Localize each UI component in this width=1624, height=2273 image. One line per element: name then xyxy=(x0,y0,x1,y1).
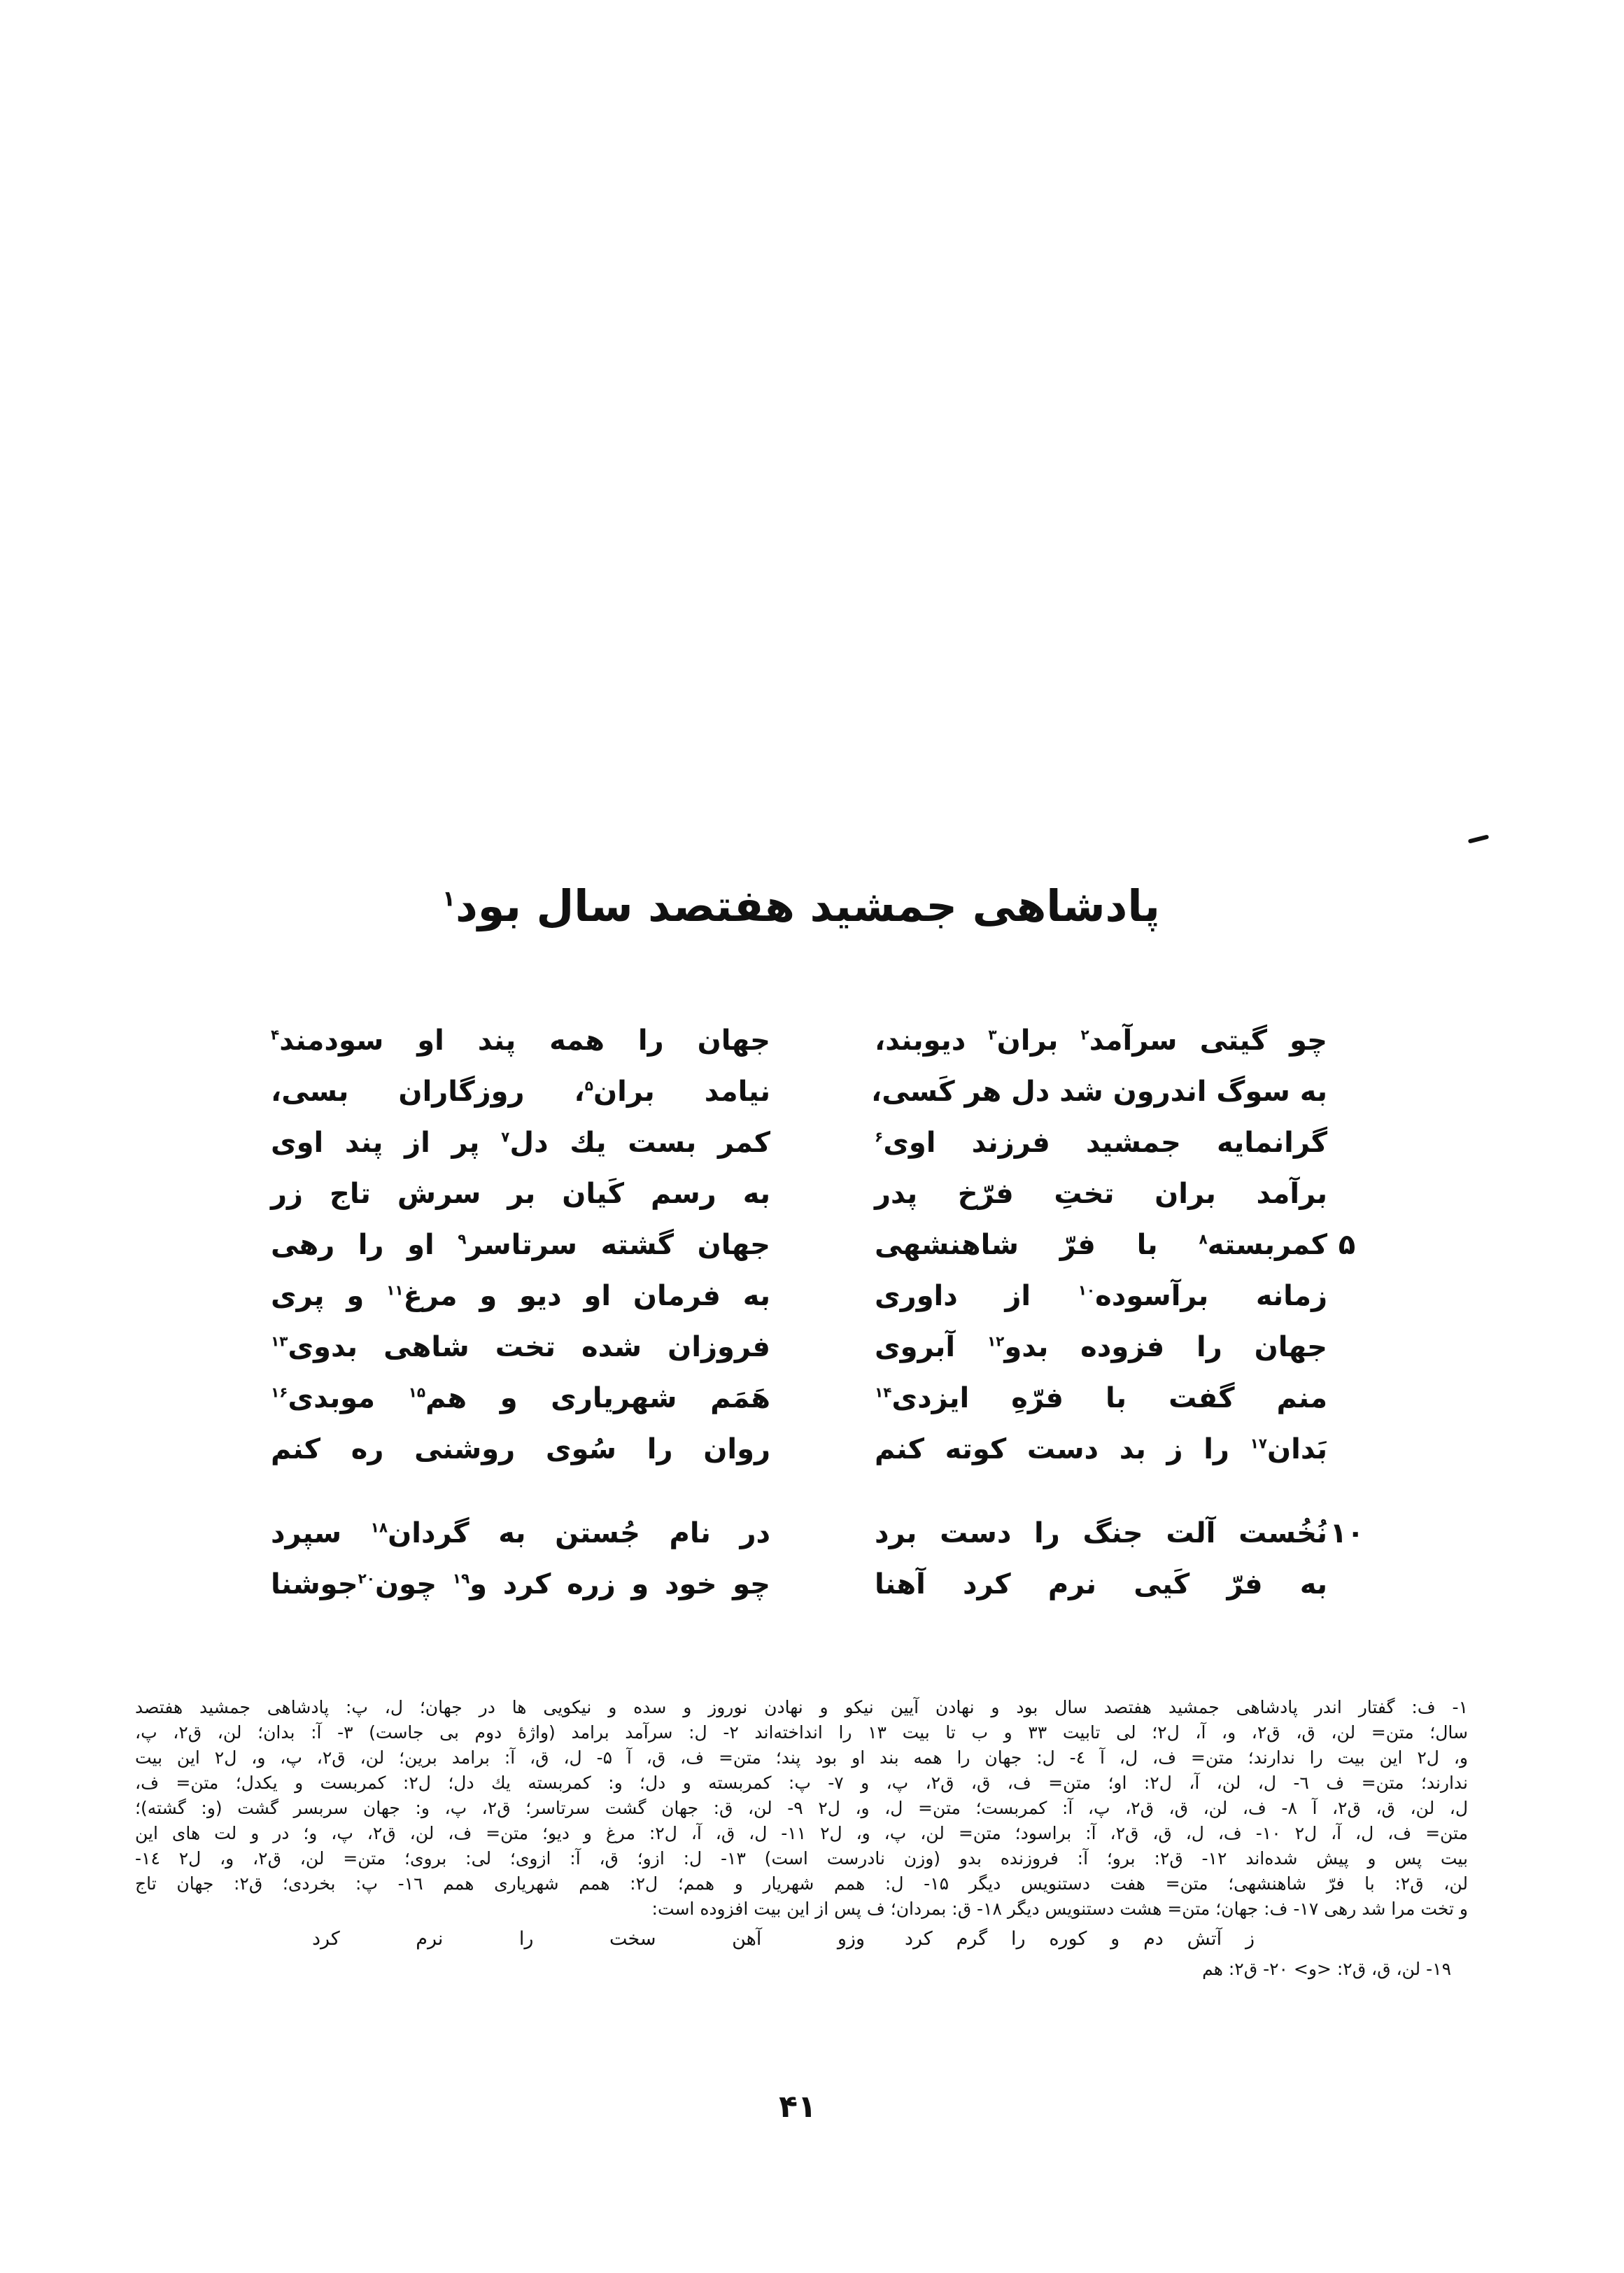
footnote-ref: ۱۷ xyxy=(1250,1435,1268,1452)
verse-text: هَمَم شهریاری و هم xyxy=(425,1382,770,1414)
verse-text: ، روزگاران بسی، xyxy=(271,1076,585,1108)
left-hemistich xyxy=(271,1373,770,1424)
verse-text: بران xyxy=(996,1025,1081,1057)
footnote-ref: ۵ xyxy=(584,1077,593,1095)
verse-row xyxy=(0,1559,1624,1610)
footnote-line: لن، ق۲: با فرّ شاهنشهی؛ متن= هفت دستنویس دیگر ۱۵- ل: همم شهریار و همم؛ ل۲: همم شهریاری همم ١٦- پ: بخردی؛ ق۲: جهان تاج xyxy=(135,1873,1468,1894)
right-hemistich xyxy=(875,1424,1327,1475)
verse-text: کمربسته xyxy=(1207,1229,1327,1261)
right-hemistich xyxy=(871,1067,1327,1118)
footnote-ref: ۱۳ xyxy=(271,1332,288,1350)
verse-text: روان را سُوی روشنی ره کنم xyxy=(271,1433,770,1465)
footnotes xyxy=(135,1695,1468,1982)
verse-text: فروزان شده تخت شاهی بدوی xyxy=(288,1331,770,1363)
footnote-ref: ۷ xyxy=(501,1128,510,1146)
verse-text: بَدان xyxy=(1267,1433,1327,1465)
verse-text: برآمد بران تختِ فرّخ پدر xyxy=(875,1178,1327,1210)
right-hemistich xyxy=(875,1220,1327,1271)
left-hemistich xyxy=(271,1508,770,1559)
verse-row xyxy=(0,1015,1624,1067)
verse-row xyxy=(0,1271,1624,1322)
verse-row xyxy=(0,1373,1624,1424)
footnote-ref: ۸ xyxy=(1199,1230,1208,1248)
footnote-lines xyxy=(135,1695,1468,1922)
footnote-ref: ۲۰ xyxy=(358,1570,376,1587)
footnote-line: و، ل۲ این بیت را ندارند؛ متن= ف، ل، آ ٤- ل: جهان را همه بند او بود پند؛ متن= ف، ق، آ ۵- ل، ق، آ: برامد برین؛ لن، ق۲، پ، و، ل۲ این بیت xyxy=(135,1747,1468,1768)
verse-text: کمر بست یك دل xyxy=(509,1127,770,1159)
verse-text: به فرمان او دیو و مرغ xyxy=(403,1280,770,1312)
footnote-ref: ۱۹ xyxy=(452,1570,470,1587)
footnote-ref: ۱۱ xyxy=(386,1281,404,1299)
left-hemistich xyxy=(271,1271,770,1322)
footnote-line: ۱- ف: گفتار اندر پادشاهی جمشید هفتصد سال بود و نهادن آیین نیکو و نهادن نوروز و سده و نیکویی ها در جهان؛ ل، پ: پادشاهی جمشید هفتصد xyxy=(135,1697,1468,1717)
verse-text: او را رهی xyxy=(271,1229,458,1261)
verse-text: از داوری xyxy=(875,1280,1078,1312)
footnote-couplet xyxy=(135,1922,1468,1957)
verse-text: چو گیتی سرآمد xyxy=(1089,1025,1327,1057)
verse-text: جهان را همه پند او سودمند xyxy=(279,1025,770,1057)
verse-text: جهان را فزوده بدو xyxy=(1004,1331,1327,1363)
verse-text: نُخُست آلت جنگ را دست برد xyxy=(875,1517,1327,1549)
verse-number: ۱۰ xyxy=(1329,1517,1364,1549)
verse-text: دیوبند، xyxy=(875,1025,989,1057)
page-title xyxy=(420,875,1182,938)
right-hemistich xyxy=(875,1373,1327,1424)
footnote-line: سال؛ متن= لن، ق، ق۲، و، آ، ل۲؛ لی تابیت ۳۳ و ب تا بیت ۱۳ را انداخته‌اند ۲- ل: سرآمد برامد (واژهٔ دوم بی جاست) ۳- آ: بدان؛ لن، ق۲، پ، xyxy=(135,1722,1468,1743)
verse-text: نیامد بران xyxy=(593,1076,771,1108)
page-number: ۴۱ xyxy=(779,2089,817,2125)
verse-row xyxy=(0,1424,1624,1475)
footnote-line: ندارند؛ متن= ف ٦- ل، لن، آ، ل۲: او؛ متن= ف، ق، ق۲، پ، و ۷- پ: کمربسته و دل؛ و: کمربسته یك دل؛ ل۲: کمربست و یکدل؛ متن= ف، xyxy=(135,1773,1469,1793)
left-hemistich xyxy=(271,1559,770,1610)
left-hemistich xyxy=(271,1067,770,1118)
footnote-ref: ۶ xyxy=(875,1128,884,1146)
couplet-right-hemistich: ز آتش دم و کوره را گرم کرد xyxy=(905,1928,1255,1950)
verse-text: در نام جُستن به گردان xyxy=(388,1517,771,1549)
verse-text: جوشنا xyxy=(271,1568,358,1600)
footnote-line: متن= ف، ل، آ، ل۲ ۱۰- ف، ل، ق، ق۲، آ: براسود؛ متن= لن، پ، و، ل۲ ۱۱- ل، ق، آ، ل۲: مرغ و دیو؛ متن= ف، لن، ق۲، پ، و؛ در و لت های این xyxy=(135,1823,1468,1843)
left-hemistich xyxy=(271,1322,770,1373)
couplet-left-hemistich: وزو آهن سخت را نرم کرد xyxy=(312,1928,865,1950)
verse-text: به رسم کَیان بر سرش تاج زر xyxy=(271,1178,770,1210)
right-hemistich xyxy=(875,1271,1327,1322)
verse-text: موبدی xyxy=(288,1382,409,1414)
verse-text: چو خود و زره کرد و xyxy=(469,1568,770,1600)
verse-row xyxy=(0,1508,1624,1559)
title-footnote-ref: ۱ xyxy=(442,886,456,912)
verse-row xyxy=(0,1220,1624,1271)
verse-row xyxy=(0,1118,1624,1169)
title-text: پادشاهی جمشید هفتصد سال بود xyxy=(455,880,1160,931)
left-hemistich xyxy=(271,1220,770,1271)
verse-text: به فرّ کَیی نرم کرد آهنا xyxy=(875,1568,1327,1600)
footnote-ref: ۱۸ xyxy=(370,1519,388,1536)
footnote-ref: ۱۰ xyxy=(1078,1281,1096,1299)
verse-text: آبروی xyxy=(875,1331,987,1363)
verse-text: با فرّ شاهنشهی xyxy=(875,1229,1199,1261)
footnote-ref: ۱۵ xyxy=(408,1384,426,1401)
verse-text: را ز بد دست کوته کنم xyxy=(875,1433,1250,1465)
left-hemistich xyxy=(271,1118,770,1169)
right-hemistich xyxy=(875,1118,1327,1169)
footnote-last-line: ۱۹- لن، ق، ق۲: <و> ۲۰- ق۲: هم xyxy=(1202,1959,1451,1979)
right-hemistich xyxy=(875,1169,1327,1220)
left-hemistich xyxy=(271,1169,770,1220)
left-hemistich xyxy=(271,1015,770,1067)
verse-text: زمانه برآسوده xyxy=(1095,1280,1327,1312)
verse-list xyxy=(0,1015,1624,1610)
verse-row xyxy=(0,1322,1624,1373)
footnote-ref: ۳ xyxy=(988,1026,997,1043)
verse-row xyxy=(0,1169,1624,1220)
footnote-ref: ۴ xyxy=(271,1026,280,1043)
right-hemistich xyxy=(875,1508,1327,1559)
left-hemistich xyxy=(271,1424,770,1475)
right-hemistich xyxy=(875,1559,1327,1610)
footnote-line: بیت پس و پیش شده‌اند ۱۲- ق۲: برو؛ آ: فروزنده بدو (وزن نادرست است) ۱۳- ل: ازو؛ ق، آ: ازوی؛ لی: بروی؛ متن= لن، ق۲، و، ل۲ ١٤- xyxy=(135,1848,1468,1869)
verse-text: به سوگ اندرون شد دل هر کَسی، xyxy=(871,1076,1327,1108)
verse-number: ۵ xyxy=(1338,1229,1356,1261)
verse-text: و پری xyxy=(271,1280,387,1312)
scan-mark xyxy=(1468,834,1490,843)
footnote-ref: ۱۲ xyxy=(987,1332,1005,1350)
footnote-line: ل، لن، ق، ق۲، آ ۸- ف، لن، ق، ق۲، پ، آ: کمربست؛ متن= ل، و، ل۲ ۹- لن، ق: جهان گشت سرتاسر؛ ق۲، پ، و: جهان سربسر گشت (و: گشته)؛ xyxy=(135,1798,1469,1818)
verse-text: سپرد xyxy=(271,1517,371,1549)
verse-text: چون xyxy=(375,1568,453,1600)
verse-text: جهان گشته سرتاسر xyxy=(466,1229,770,1261)
footnote-ref: ۲ xyxy=(1080,1026,1089,1043)
footnote-line: و تخت مرا شد رهی ۱۷- ف: جهان؛ متن= هشت دستنویس دیگر ۱۸- ق: بمردان؛ ف پس از این بیت افزوده است: xyxy=(651,1899,1468,1919)
right-hemistich xyxy=(875,1322,1327,1373)
footnote-ref: ۹ xyxy=(458,1230,467,1248)
right-hemistich xyxy=(875,1015,1327,1067)
footnote-ref: ۱۴ xyxy=(875,1384,892,1401)
verse-text: گرانمایه جمشید فرزند اوی xyxy=(883,1127,1327,1159)
verse-text: پر از پند اوی xyxy=(271,1127,502,1159)
footnote-ref: ۱۶ xyxy=(271,1384,288,1401)
verse-row xyxy=(0,1067,1624,1118)
verse-text: منم گفت با فرّهِ ایزدی xyxy=(891,1382,1327,1414)
